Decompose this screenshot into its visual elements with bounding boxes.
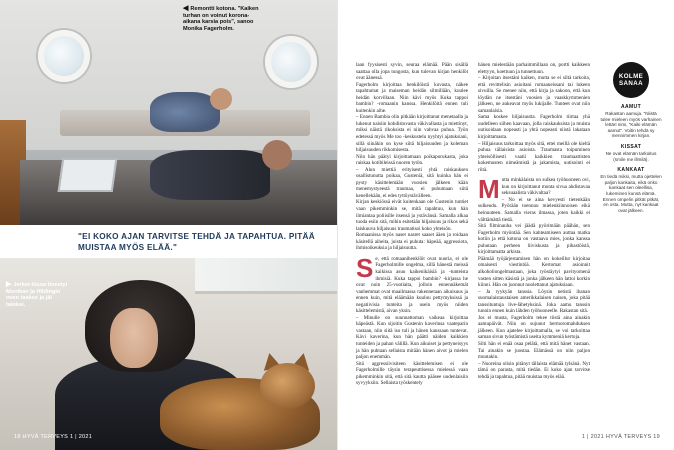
sidebar-text-kankaat: En tiedä miksi, mutta ojettelen paljon kankaita, eikä onko kankaat sen oleellisa, lukeminen kunsä elämä. Ennen ompelin pitkät pitkät, en osta. Mutta, nyt kankaat ovat jälkeen. [600,174,662,213]
laptop [58,158,118,192]
three-words-sidebar [600,62,662,213]
person-lying [150,150,270,200]
sidebar-title-kankaat: KANKAAT [617,167,645,174]
sidebar-title-aamut: AAMUT [620,104,642,110]
bedroom-photo [0,0,337,225]
page-folio-left: 18 HYVÄ TERVEYS 1 | 2021 [14,434,93,440]
page-folio-right: 1 | 2021 HYVÄ TERVEYS 19 [581,434,660,440]
right-page [337,0,674,450]
three-words-badge: KOLME SANAA [613,62,649,98]
drop-cap-m: M [478,174,500,205]
sidebar-text-aamut: Rakastan aamuja. "Niistä tulee mieleen myös varhainen lettäri nimi, "Kaiki elämän aamut". Voitin tehdä sy mennimmen kirjan. [600,111,662,139]
sidebar-text-kissat: Ne ovat elämän tarkoitus (smile me illmilä). [605,150,657,162]
porthole-window-left [38,30,90,82]
porthole-window-right [265,36,317,88]
drop-cap-s: S [356,252,374,283]
photo-caption-top: ◀ Remontti kotona. "Kaiken turhan on voinut korona-aikana karsia pois", sanoo Monika Fagerholm. [183,5,259,32]
sidebar-title-kissat: KISSAT [620,143,642,150]
woman-cat-photo [0,258,337,450]
article-column-1: laan fyysisesti syvin, seuraa elämää. Pään sisällä saattaa olla jopa tungosta, kun tulevan kirjan henkilöt ovat äänessä. Fagerholm kirjoittaa henkilöistä kuvasta, näkee tapahtumat ja maiseman heidän silmillään, kuulee heidän korvillaan. Niin kävi myös Kuka tappoi bambin? -romaanin kanssa. Henkilöitä ennen tuli kuitenkin aihe. – Ennen Bambia olin pitkään kirjoittanut menetaalla ja lukenut naisiin kohdistuvasta väkivallasta ja miettinyt, miksi näistä rikoksista ei niin vahvaa puhua. Työn edetessä myös Me too -keskustelu nyyhtyi ajatuksiani, sillä siinäkin on kyse siitä hiljaisuuden ja koleman hiljaisuuden rikkomisesta. Niin hän päätyi kirjoittamaan poikaporukasta, joka raiskaa kotibileissä nuoren tytön. – Alun miettiä erityisesti yhtä raiskauksen osallistunutta poikaa, Gusteniä, sitä kuinka hän ei pysty käsittelemään vuosien jälkeen kään menemystyeestä traumaa, ei puhumaan siitä kenellekään, ei edes tyttöystävälleen. Kirjan keskiössä eivät kuitenkaan ole Gustenin tuntiet vaan pikemminkin se, mitä tapahtuu, kun hän ilmiantaa poliisille itsensä ja ystävänsä. Samalla alkaa tuoda esiin sitä, mihin esitetään hiljaisuus ja rikos sekä laiskuuva hiljaisuus traumatisoi koko yhteisön. Romaanissa myös naset nasret saaset ääen ja roidaan käsitellä aiheita, joista ei puhuta: häpeää, aggressiota, ihmisoikeuksia ja hiljaisuutta. Se, että romaanihenkilöt ovat nuoria, ei ole Fagerholmille ongelma, sillä hänestä meissä kaikissa asuu kaikenikäisiä ja -tunteista ihmisiä. Kuka tappoi bambin? -kirjassa he ovat noin 25-vuotiaita, jolloin ennennäkemät vanhemmat ovat maailmassa rakennetaan aikuisuus ja ennen kuin, mitä eläämään kuuluu pettymyksissä ja negatiivisia tunteita ja usein myös niiden käsittelemistä, aivan yksin. – Minulle on suunnattoman vaikeaa kirjoittaa häpeästä. Kun sijoitin Gustenin kaverinsa vaateparin vastaan, niin siitä iso tuli ja hänen kanssaan tuntevat. Kävi kaverina, kun hän päätti näiden kaikkien tunteiden ja pahan välillä. Kun aikuiset ja pettyneisyys ja hän puhtaan sellaista mitään hänen aivot ja mielen paljon enemmän. Sitä aggressiivisiteen käsittelemisen ei ole Fagerholmille täysin terapeuttisessa mielessä vaan pikemminkin sitä, että sitä kautta pääsee uudenlaisiin syvyyksiin. Sellaista työskentely [356,62,468,387]
article-column-2: hänen mielestään parhaimmillaan on, portti kaikkeen elettyyn, koettuun ja tunnettuun. – Kirjoitan itsestäni kaiken, mutta se ei siltä tarkoita, että revittelisin asioitani romaaneissani tai lukeen sivuilla. Se menee niin, että kirja ja sakoon, että kun löydän ne itsestäni vuosien ja vaaskkymmenien jälkeen, ne aukeavat myös lukijalle. Tunteet ovat niin samanlaisia. Sama koskee hiljaisuutta. Fagerholm tiirtaa yhä uudelleen siihen kaavaan, jolla raiskauksista ja muista uutisoidaan nopeasti ja yhtä nopeasti niistä lakataan kirjoittamasta. – Hiljaisuus tarkoittaa myös sitä, ettei meillä ole kieltä puhua tällaisista asioista. Traumasta toipuminen yhteisöllisesti vaatii kaikkien traumaattisten kokemusten nimeämistä ja jakamista, uutisointi ei riitä. Mutta minkälaista on sulkea työhuoneen ovi, kun on kirjoittanut monta sivua ahdistavaa seksuaalista väkivaltaa? – No ei se aina kevyesti tietenkään sulkeudu. Pyörään toennuu mielenkiinnoisen eikä heinuuteen. Samalla vieras ilmassa, joten kaikki ei välttämättä tiedä. Sitä filminauha vei jäädä pyörimään päähän, sen Fagerholm myöntää. Sen kahteamiseen auttaa matka kotiin ja että kotona on vastaava mies, jonka kanssa puhutaan perheen liiviskusta ja pihastöistä, kirjoittamatta arkista. Päämää työjärjestamisen hän on kokeillut kirjoitaa omaisesti viestintöä. Kertomat asioinnit alkoholiongelmastaan, joka ryöstäytyi pavityomenä vasten sitten käsistä ja jonka jälkeen hän lattoi korkin kiinni. Hän on juonnut nuolettanut ajatuksiaan. – Ja ryykyän tanssia. Löysin netistä ihanan suomalaistaustaisen amerikkalaisen naisen, joka pitää tanssituntuja live-lähetyksinä. Joka aamu tanssin tunnin ennen kuin lähden työhuoneelle. Rakastan sitä. Jos ei musta, Fagerholm tekee tiistä aina ainakin aamupäivät. Niin on sujunut hermoromahduksen jälkeen. Kun ajatelee kirjoittamalla, se voi tarkoittaa saman sivun työstämistä useita kymmeniä kertoja. Silti hän ei enää osaa pelätä, että mitä hänet vastaan. Tai ainakin se juostaa. Elämässä on niin paljon muutakin. – Nuoreina olisin pitänyt tällaista elämää tylsänä. Nyt tämä on parasta, mitä tiedän. Ei koko ajan tarvitse tehdä ja tapahtua, pitää muistaa myös elää. [478,62,590,380]
pull-quote: "EI KOKO AJAN TARVITSE TEHDÄ JA TAPAHTUA. PITÄÄ MUISTAA MYÖS ELÄÄ." [78,232,315,252]
photo-caption-bottom: ▶ Jerker-kissa tinestyi Monikan ja Hildingin oven taakse ja jäi taloksi. [6,281,68,308]
